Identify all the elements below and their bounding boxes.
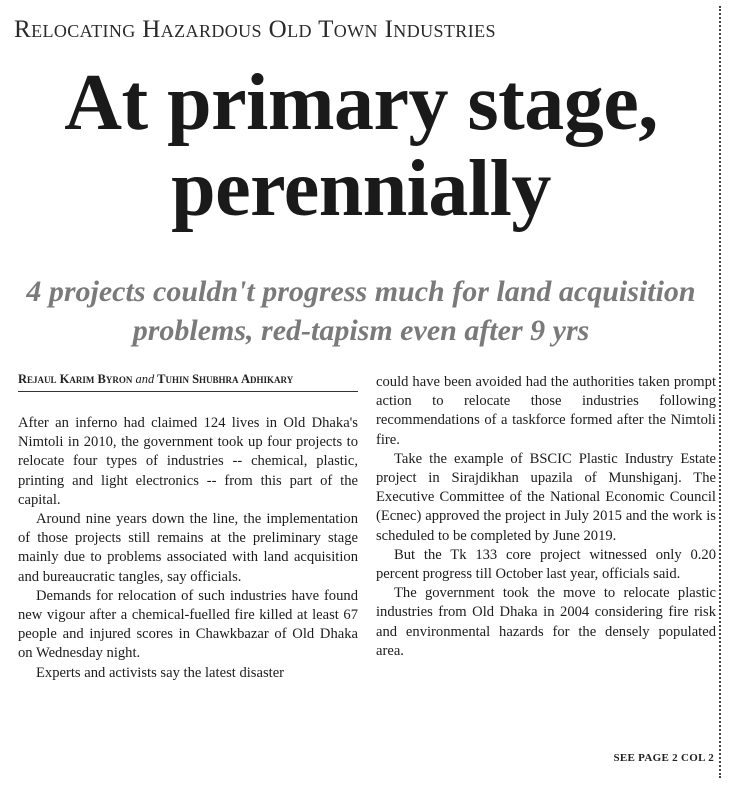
byline-author-1: Rejaul Karim Byron — [18, 372, 133, 386]
column-divider-rule — [719, 6, 721, 778]
paragraph: But the Tk 133 core project witnessed only 0.20 percent progress till October last year, officials said. — [376, 546, 716, 583]
article-column-1 — [18, 414, 358, 683]
paragraph: Around nine years down the line, the implementation of those projects still remains at the preliminary stage mainly due to problems associated with land acquisition and bureaucratic tangles, say officials. — [18, 511, 358, 585]
kicker: Relocating Hazardous Old Town Industries — [14, 16, 496, 43]
article-column-2 — [376, 373, 716, 661]
byline — [18, 372, 358, 392]
paragraph: Take the example of BSCIC Plastic Industry Estate project in Sirajdikhan upazila of Munshiganj. The Executive Committee of the National Economic Council (Ecnec) approved the project in July 2015 and the work is scheduled to be completed by June 2019. — [376, 450, 716, 544]
byline-author-2: Tuhin Shubhra Adhikary — [157, 372, 294, 386]
paragraph: Experts and activists say the latest disaster — [36, 664, 285, 681]
paragraph: Demands for relocation of such industries have found new vigour after a chemical-fuelled fire killed at least 67 people and injured scores in Chawkbazar of Old Dhaka on Wednesday night. — [18, 587, 358, 662]
byline-conjunction: and — [135, 372, 155, 386]
paragraph: The government took the move to relocate plastic industries from Old Dhaka in 2004 considering fire risk and environmental hazards for the densely populated area. — [376, 585, 716, 659]
subhead: 4 projects couldn't progress much for land acquisition problems, red-tapism even after 9 yrs — [26, 275, 696, 347]
continuation-jump-line: SEE PAGE 2 COL 2 — [613, 752, 714, 764]
headline: At primary stage, perennially — [64, 59, 658, 233]
paragraph: After an inferno had claimed 124 lives in Old Dhaka's Nimtoli in 2010, the government took up four projects to relocate four types of industries -- chemical, plastic, printing and light electronics -- from this part of the capital. — [18, 415, 358, 508]
paragraph: could have been avoided had the authorities taken prompt action to relocate those industries following recommendations of a taskforce formed after the Nimtoli fire. — [376, 374, 716, 448]
